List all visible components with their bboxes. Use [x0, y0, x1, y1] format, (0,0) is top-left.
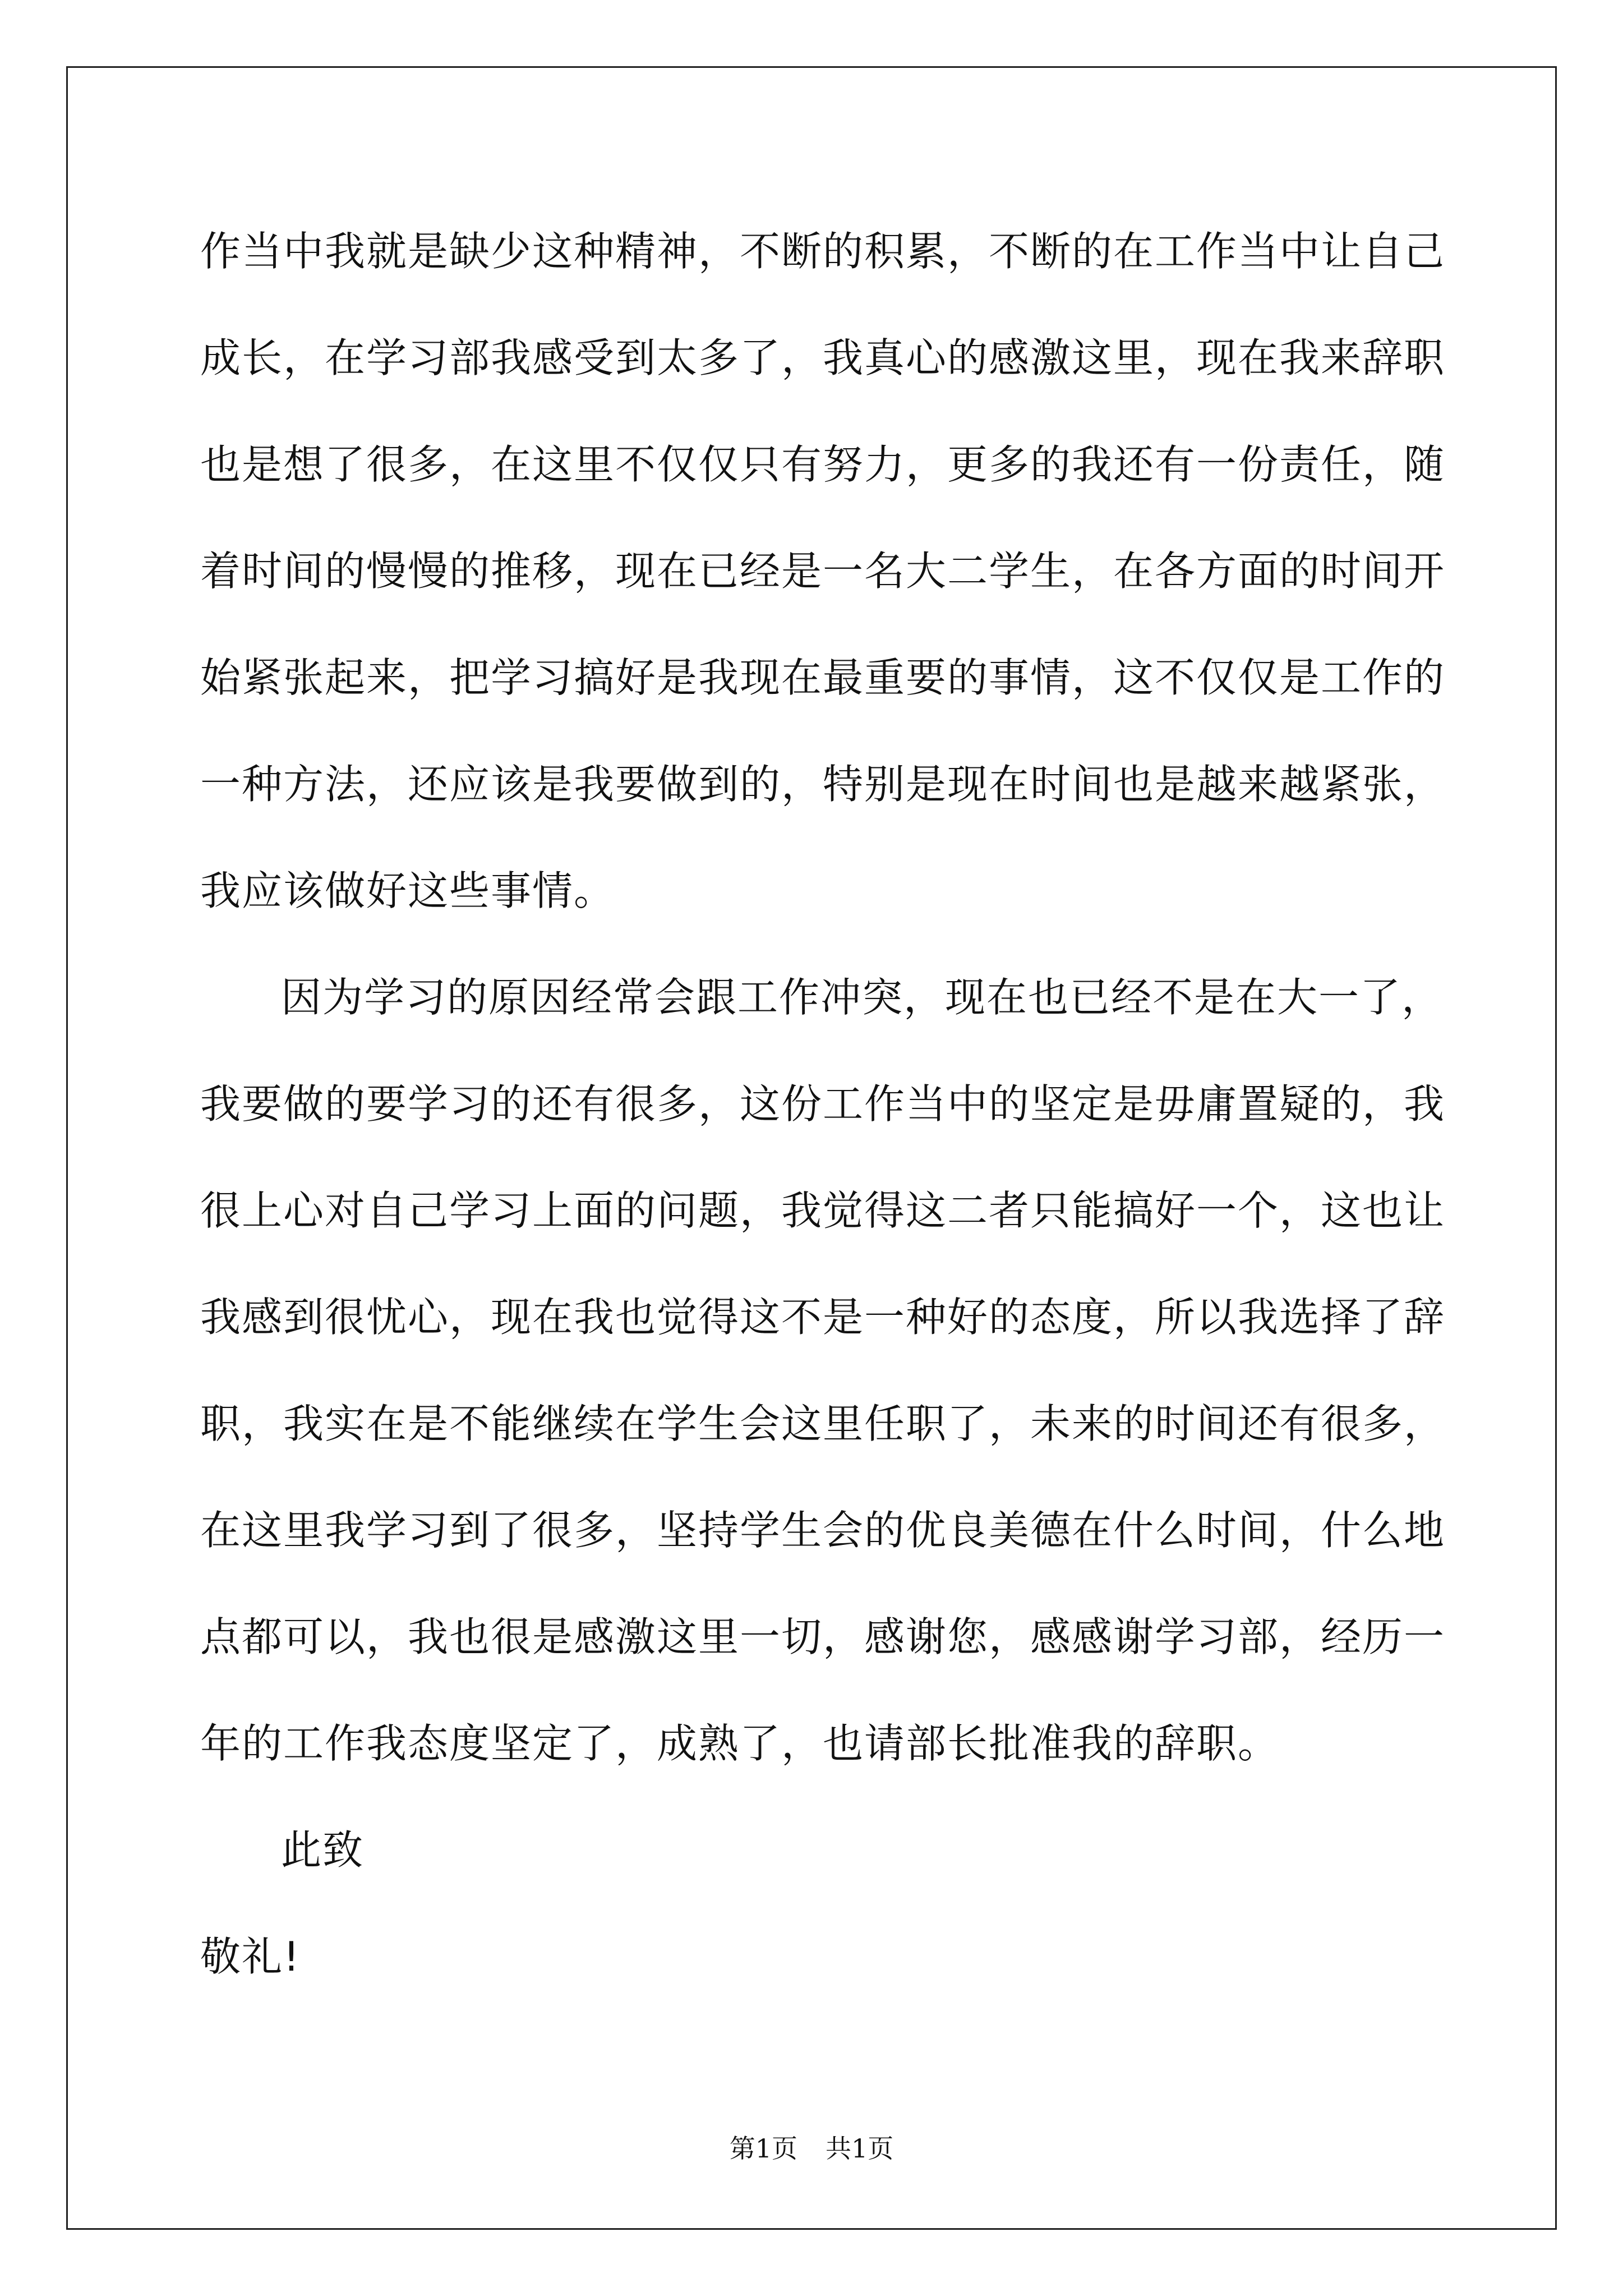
- paragraph-2: [200, 964, 1446, 1816]
- total-pages: 共1页: [826, 2133, 894, 2164]
- text-line: 年的工作我态度坚定了，成熟了，也请部长批准我的辞职。: [200, 1720, 1280, 1767]
- text-line: 因为学习的原因经常会跟工作冲突，现在也已经不是在大一了，: [281, 974, 1444, 1021]
- text-line: 也是想了很多，在这里不仅仅只有努力，更多的我还有一份责任，随: [200, 441, 1446, 488]
- text-line: 成长，在学习部我感受到太多了，我真心的感激这里，现在我来辞职: [200, 334, 1446, 381]
- text-line: 作当中我就是缺少这种精神，不断的积累，不断的在工作当中让自己: [200, 228, 1446, 275]
- text-line: 很上心对自己学习上面的问题，我觉得这二者只能搞好一个，这也让: [200, 1187, 1446, 1234]
- text-line: 在这里我学习到了很多，坚持学生会的优良美德在什么时间，什么地: [200, 1507, 1446, 1554]
- text-line: 一种方法，还应该是我要做到的，特别是现在时间也是越来越紧张，: [200, 761, 1446, 808]
- text-line: 点都可以，我也很是感激这里一切，感谢您，感感谢学习部，经历一: [200, 1613, 1446, 1660]
- text-line: 职，我实在是不能继续在学生会这里任职了，未来的时间还有很多，: [200, 1400, 1446, 1447]
- closing-phrase: 此致: [281, 1826, 365, 1874]
- salutation: 敬礼!: [200, 1933, 301, 1980]
- text-line: 我要做的要学习的还有很多，这份工作当中的坚定是毋庸置疑的，我: [200, 1080, 1446, 1128]
- page-number: 第1页: [729, 2133, 797, 2164]
- paragraph-1: [200, 218, 1446, 964]
- text-line: 始紧张起来，把学习搞好是我现在最重要的事情，这不仅仅是工作的: [200, 654, 1446, 701]
- text-line: 我感到很忧心，现在我也觉得这不是一种好的态度，所以我选择了辞: [200, 1294, 1446, 1341]
- page-footer: [0, 2132, 1623, 2165]
- text-line: 我应该做好这些事情。: [200, 867, 616, 914]
- text-line: 着时间的慢慢的推移，现在已经是一名大二学生，在各方面的时间开: [200, 547, 1446, 595]
- letter-body: [200, 218, 1446, 2030]
